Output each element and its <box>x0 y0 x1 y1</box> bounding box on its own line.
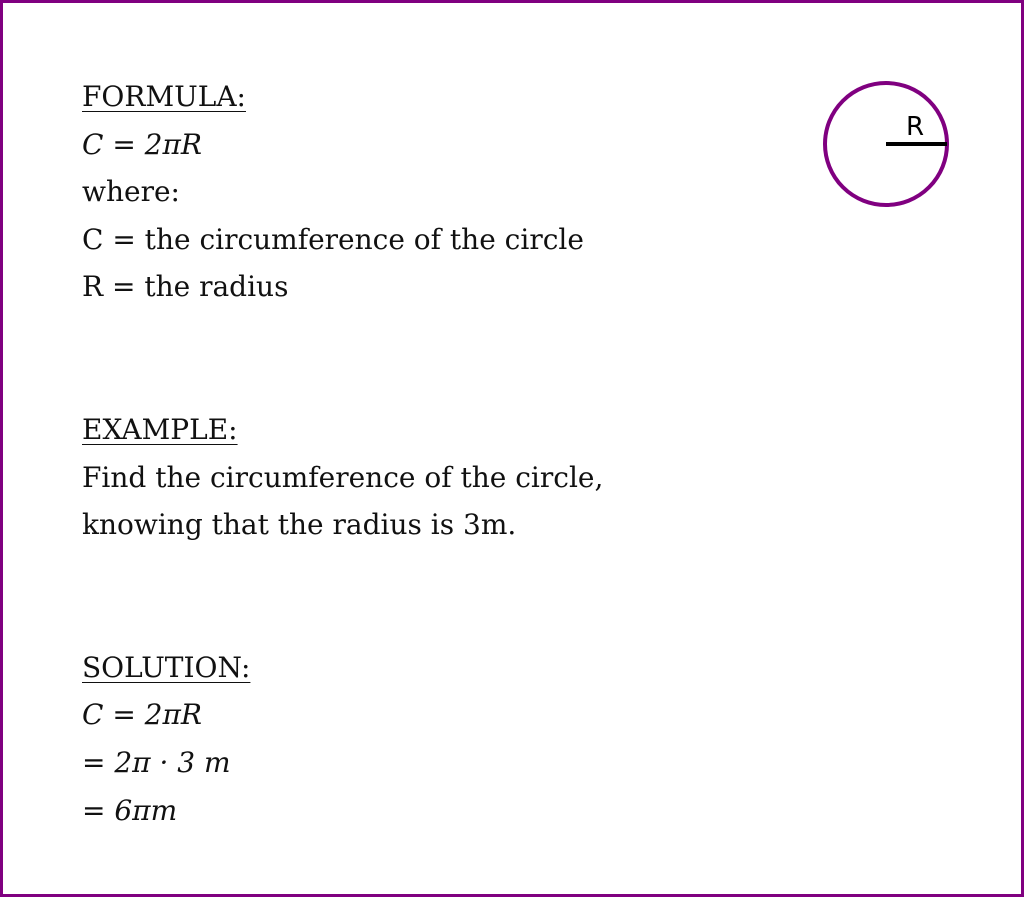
solution-step-2: = 2π · 3 m <box>82 745 231 779</box>
example-heading: EXAMPLE: <box>82 412 238 446</box>
solution-step-1: C = 2πR <box>82 698 202 732</box>
formula-equation: C = 2πR <box>82 127 202 161</box>
section-spacer <box>82 311 782 406</box>
example-section <box>82 406 782 549</box>
circle-diagram <box>819 77 955 213</box>
definition-circumference: C = the circumference of the circle <box>82 222 584 256</box>
example-line-1: Find the circumference of the circle, <box>82 460 604 494</box>
formula-heading: FORMULA: <box>82 80 246 113</box>
formula-section <box>82 73 782 311</box>
solution-heading: SOLUTION: <box>82 650 251 684</box>
example-line-2: knowing that the radius is 3m. <box>82 508 517 542</box>
solution-step-3: = 6πm <box>82 793 178 827</box>
content-area <box>82 73 782 834</box>
section-spacer <box>82 549 782 644</box>
definition-radius: R = the radius <box>82 270 289 304</box>
solution-section <box>82 644 782 834</box>
radius-label: R <box>905 112 925 142</box>
where-label: where: <box>82 175 180 209</box>
